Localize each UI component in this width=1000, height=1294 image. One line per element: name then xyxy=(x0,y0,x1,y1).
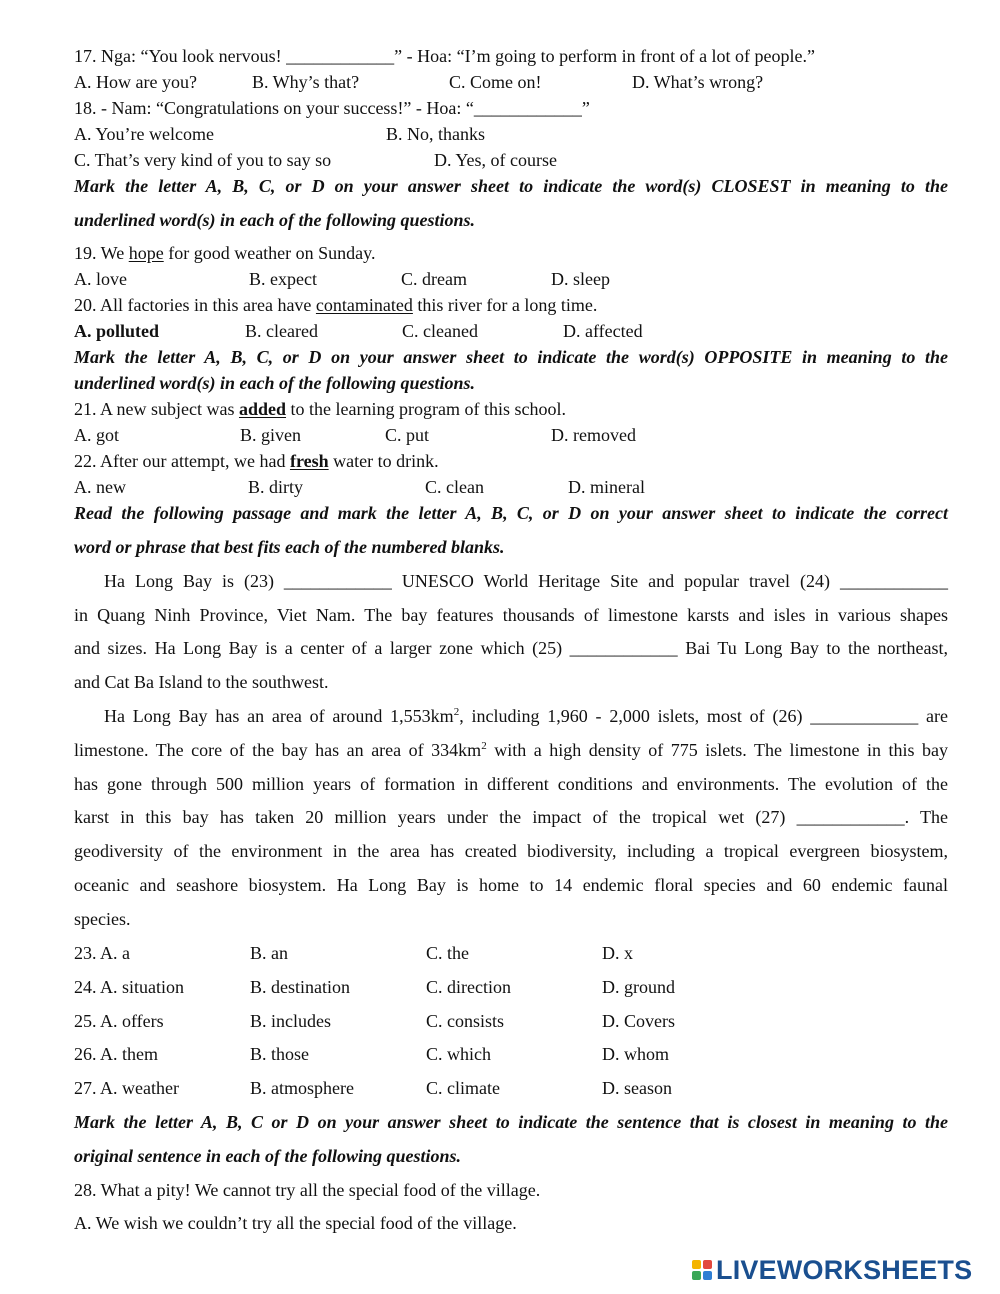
question-19-stem: 19. We hope for good weather on Sunday. xyxy=(74,243,376,263)
liveworksheets-logo[interactable] xyxy=(692,1255,972,1285)
instruction-closest-line2: underlined word(s) in each of the following questions. xyxy=(74,210,476,230)
passage-p1-line4: and Cat Ba Island to the southwest. xyxy=(74,672,329,692)
instruction-opposite-line2: underlined word(s) in each of the following questions. xyxy=(74,373,476,393)
passage-p2-line7: species. xyxy=(74,909,131,929)
q27-option-d[interactable]: D. season xyxy=(602,1078,672,1098)
q28-option-a[interactable]: A. We wish we couldn’t try all the special food of the village. xyxy=(74,1213,517,1233)
q26-option-c[interactable]: C. which xyxy=(426,1044,491,1064)
question-20-stem: 20. All factories in this area have contaminated this river for a long time. xyxy=(74,295,598,315)
q17-option-c[interactable]: C. Come on! xyxy=(449,72,542,92)
question-21-stem: 21. A new subject was added to the learning program of this school. xyxy=(74,399,566,419)
passage-p2-line5: geodiversity of the environment in the area has created biodiversity, including a tropical evergreen biosystem, xyxy=(74,841,948,861)
q23-option-b[interactable]: B. an xyxy=(250,943,288,963)
passage-p1-line1: Ha Long Bay is (23) ____________ UNESCO World Heritage Site and popular travel (24) ____________ xyxy=(104,571,948,591)
q27-option-b[interactable]: B. atmosphere xyxy=(250,1078,354,1098)
instruction-closest-line1: Mark the letter A, B, C, or D on your answer sheet to indicate the word(s) CLOSEST in meaning to the xyxy=(74,176,948,196)
logo-square-2 xyxy=(703,1260,712,1269)
instruction-passage-line2: word or phrase that best fits each of the numbered blanks. xyxy=(74,537,505,557)
q20-option-b[interactable]: B. cleared xyxy=(245,321,318,341)
q21-option-d[interactable]: D. removed xyxy=(551,425,636,445)
q27-option-c[interactable]: C. climate xyxy=(426,1078,500,1098)
q17-option-b[interactable]: B. Why’s that? xyxy=(252,72,360,92)
q18-option-d[interactable]: D. Yes, of course xyxy=(434,150,557,170)
q17-option-a[interactable]: A. How are you? xyxy=(74,72,197,92)
q20-option-a[interactable]: A. polluted xyxy=(74,321,160,341)
logo-square-1 xyxy=(692,1260,701,1269)
question-22-stem: 22. After our attempt, we had fresh water to drink. xyxy=(74,451,439,471)
q21-option-a[interactable]: A. got xyxy=(74,425,119,445)
logo-square-3 xyxy=(692,1271,701,1280)
q25-option-b[interactable]: B. includes xyxy=(250,1011,331,1031)
q22-option-b[interactable]: B. dirty xyxy=(248,477,304,497)
instruction-passage-line1: Read the following passage and mark the letter A, B, C, or D on your answer sheet to indicate the correct xyxy=(74,503,948,523)
q21-option-b[interactable]: B. given xyxy=(240,425,301,445)
question-17-stem: 17. Nga: “You look nervous! ____________” - Hoa: “I’m going to perform in front of a lot of people.” xyxy=(74,46,816,66)
logo-text: LIVEWORKSHEETS xyxy=(716,1254,973,1285)
q26-option-b[interactable]: B. those xyxy=(250,1044,310,1064)
question-28-stem: 28. What a pity! We cannot try all the special food of the village. xyxy=(74,1180,541,1200)
q19-option-a[interactable]: A. love xyxy=(74,269,127,289)
q19-option-d[interactable]: D. sleep xyxy=(551,269,610,289)
q26-option-a[interactable]: 26. A. them xyxy=(74,1044,158,1064)
instruction-sentence-line2: original sentence in each of the following questions. xyxy=(74,1146,462,1166)
q20-option-c[interactable]: C. cleaned xyxy=(402,321,478,341)
q19-underlined-word: hope xyxy=(128,243,164,263)
q18-option-c[interactable]: C. That’s very kind of you to say so xyxy=(74,150,332,170)
passage-p1-line2: in Quang Ninh Province, Viet Nam. The bay features thousands of limestone karsts and isles in various shapes xyxy=(74,605,948,625)
q19-option-b[interactable]: B. expect xyxy=(249,269,317,289)
question-18-stem: 18. - Nam: “Congratulations on your success!” - Hoa: “____________” xyxy=(74,98,590,118)
instruction-sentence-line1: Mark the letter A, B, C or D on your answer sheet to indicate the sentence that is closest in meaning to the xyxy=(74,1112,948,1132)
q24-option-d[interactable]: D. ground xyxy=(602,977,675,997)
q20-option-d[interactable]: D. affected xyxy=(563,321,643,341)
q26-option-d[interactable]: D. whom xyxy=(602,1044,669,1064)
liveworksheets-logo-icon xyxy=(692,1258,714,1282)
q24-option-c[interactable]: C. direction xyxy=(426,977,511,997)
passage-p2-line4: karst in this bay has taken 20 million years under the impact of the tropical wet (27) ____________. The xyxy=(74,807,948,827)
passage-p2-line2: limestone. The core of the bay has an area of $334km^2$ with a high density of 775 islets. The limestone in this bay xyxy=(74,740,948,760)
q21-underlined-word: added xyxy=(238,399,287,419)
q24-option-b[interactable]: B. destination xyxy=(250,977,350,997)
q22-option-d[interactable]: D. mineral xyxy=(568,477,645,497)
passage-p2-line3: has gone through 500 million years of formation in different conditions and environments. The evolution of the xyxy=(74,774,948,794)
passage-p1-line3: and sizes. Ha Long Bay is a center of a larger zone which (25) ____________ Bai Tu Long Bay to the northeast, xyxy=(74,638,948,658)
q25-option-d[interactable]: D. Covers xyxy=(602,1011,675,1031)
q19-option-c[interactable]: C. dream xyxy=(401,269,467,289)
passage-p2-line6: oceanic and seashore biosystem. Ha Long Bay is home to 14 endemic floral species and 60 endemic faunal xyxy=(74,875,948,895)
q25-option-c[interactable]: C. consists xyxy=(426,1011,505,1031)
q23-option-c[interactable]: C. the xyxy=(426,943,469,963)
q17-option-d[interactable]: D. What’s wrong? xyxy=(632,72,764,92)
q18-option-a[interactable]: A. You’re welcome xyxy=(74,124,214,144)
q27-option-a[interactable]: 27. A. weather xyxy=(74,1078,179,1098)
q24-option-a[interactable]: 24. A. situation xyxy=(74,977,185,997)
q23-option-a[interactable]: 23. A. a xyxy=(74,943,130,963)
q21-option-c[interactable]: C. put xyxy=(385,425,430,445)
q20-underlined-word: contaminated xyxy=(315,295,413,315)
instruction-opposite-line1: Mark the letter A, B, C, or D on your answer sheet to indicate the word(s) OPPOSITE in meaning to the xyxy=(74,347,948,367)
q25-option-a[interactable]: 25. A. offers xyxy=(74,1011,164,1031)
q18-option-b[interactable]: B. No, thanks xyxy=(386,124,485,144)
q23-option-d[interactable]: D. x xyxy=(602,943,633,963)
q22-underlined-word: fresh xyxy=(289,451,329,471)
logo-square-4 xyxy=(703,1271,712,1280)
passage-p2-line1: Ha Long Bay has an area of around $1,553km^2$, including 1,960 - 2,000 islets, most of (26) ____________ are xyxy=(104,706,948,726)
q22-option-c[interactable]: C. clean xyxy=(425,477,484,497)
q22-option-a[interactable]: A. new xyxy=(74,477,126,497)
